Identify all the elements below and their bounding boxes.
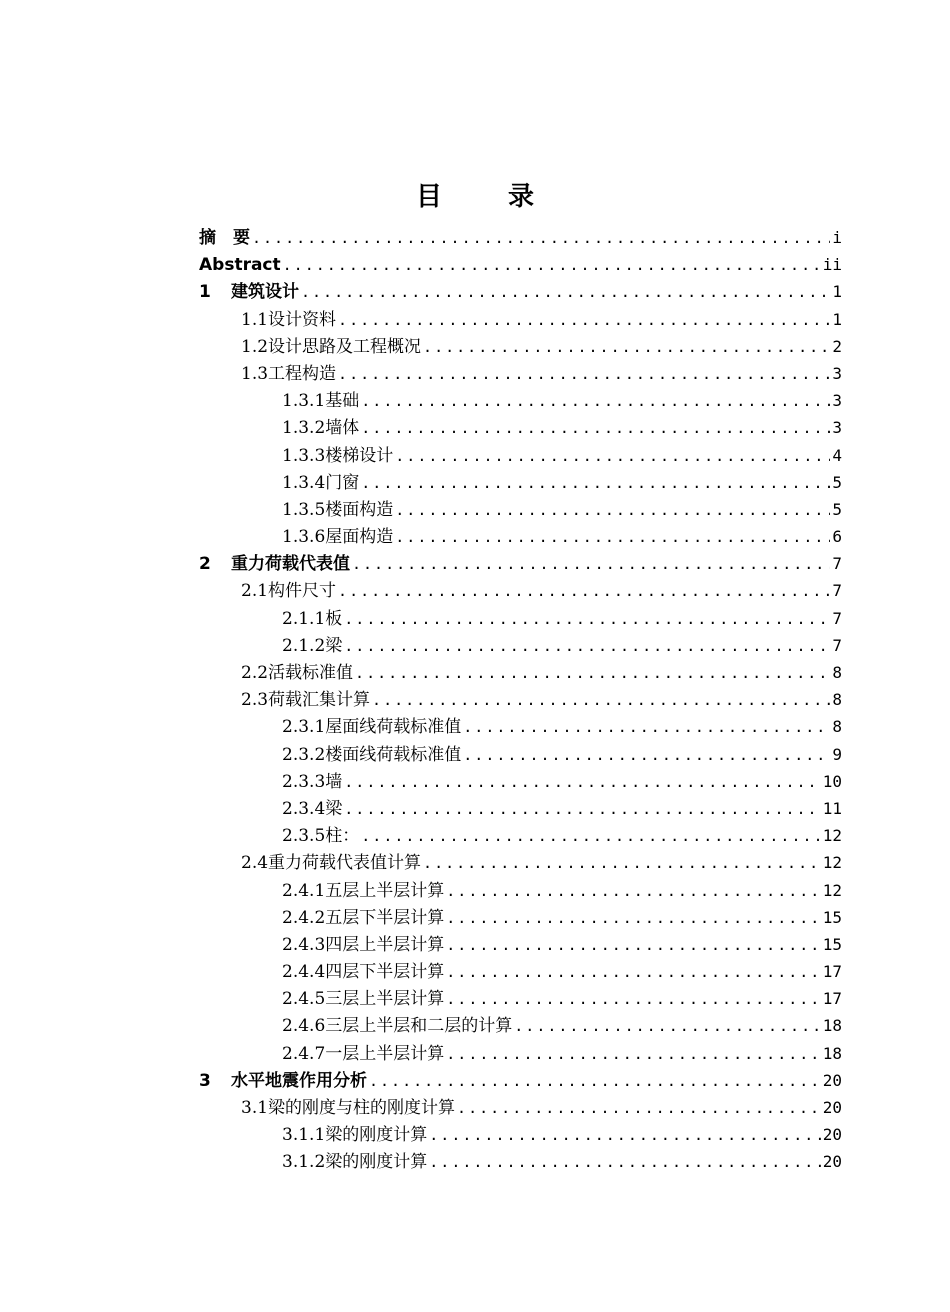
dot-leader	[361, 388, 830, 415]
toc-entry-title	[282, 443, 393, 470]
toc-entry[interactable]	[199, 469, 842, 496]
toc-entry-label: 重力荷载代表值	[231, 554, 350, 575]
toc-entry-label: 1.2设计思路及工程概况	[241, 336, 422, 357]
toc-entry[interactable]	[199, 713, 842, 740]
toc-entry-title	[199, 225, 250, 252]
toc-entry-label: 2.4.6三层上半层和二层的计算	[282, 1016, 513, 1037]
toc-entry-label: 2.1.1板	[282, 608, 343, 629]
toc-entry-label: 2.3.3墙	[282, 771, 343, 792]
toc-entry-label: 1.3工程构造	[241, 363, 337, 384]
toc-page-number: 8	[832, 663, 842, 682]
dot-leader	[446, 959, 820, 986]
toc-entry-title	[282, 714, 461, 741]
toc-entry[interactable]	[199, 605, 842, 632]
toc-entry-title	[241, 687, 370, 714]
toc-entry[interactable]	[199, 904, 842, 931]
dot-leader	[344, 633, 830, 660]
toc-entry-label: 3.1梁的刚度与柱的刚度计算	[241, 1098, 456, 1118]
toc-chapter-number: 3	[199, 1070, 211, 1091]
toc-entry-title	[282, 497, 393, 524]
toc-entry-title	[282, 415, 359, 442]
toc-entry[interactable]	[199, 768, 842, 795]
toc-page-number: 3	[832, 418, 842, 438]
toc-page-number: 5	[832, 472, 842, 492]
toc-page-number: 12	[822, 826, 842, 846]
toc-entry-label: 2.4.1五层上半层计算	[282, 880, 445, 901]
dot-leader	[463, 714, 830, 741]
toc-entry-label: 水平地震作用分析	[231, 1070, 367, 1091]
toc-entry-label: 摘 要	[199, 228, 250, 248]
dot-leader	[429, 1122, 820, 1149]
dot-leader	[352, 551, 830, 578]
toc-entry-title	[282, 823, 359, 850]
toc-entry-label: 2.3荷载汇集计算	[241, 690, 371, 711]
dot-leader	[344, 796, 820, 823]
toc-page-number: 18	[822, 1016, 842, 1036]
toc-entry-title	[282, 524, 393, 551]
toc-page-number: 12	[822, 880, 842, 900]
toc-entry-title	[282, 986, 444, 1013]
toc-entry[interactable]	[199, 985, 842, 1012]
toc-entry-title	[199, 252, 281, 279]
toc-entry-label: 1.3.5楼面构造	[282, 499, 394, 520]
toc-entry[interactable]	[199, 387, 842, 414]
dot-leader	[423, 850, 821, 877]
toc-entry[interactable]	[199, 1012, 842, 1039]
toc-entry-title	[282, 606, 342, 633]
dot-leader	[446, 986, 820, 1013]
toc-entry-title	[199, 279, 299, 306]
toc-page-number: 18	[822, 1043, 842, 1063]
dot-leader	[446, 905, 820, 932]
toc-entry-title	[282, 1149, 427, 1176]
dot-leader	[395, 443, 830, 470]
dot-leader	[338, 578, 830, 605]
toc-entry[interactable]	[199, 414, 842, 441]
dot-leader	[252, 225, 830, 252]
toc-entry-title	[282, 1122, 427, 1149]
toc-entry[interactable]	[199, 278, 842, 305]
dot-leader	[463, 742, 830, 769]
toc-entry[interactable]	[199, 1067, 842, 1094]
toc-entry[interactable]	[199, 822, 842, 849]
toc-entry-title	[282, 1013, 512, 1040]
toc-chapter-number: 1	[199, 282, 211, 303]
toc-entry-label: 1.3.6屋面构造	[282, 527, 394, 548]
table-of-contents	[199, 224, 842, 1176]
toc-entry[interactable]	[199, 659, 842, 686]
toc-page-number: 20	[822, 1125, 842, 1145]
toc-entry-label: 1.3.3楼梯设计	[282, 445, 394, 466]
dot-leader	[457, 1095, 821, 1122]
dot-leader	[446, 932, 820, 959]
toc-entry-label: 1.1设计资料	[241, 309, 337, 330]
toc-page-number: 20	[822, 1152, 842, 1172]
dot-leader	[301, 279, 830, 306]
toc-page-number: 10	[822, 771, 842, 791]
toc-entry[interactable]	[199, 442, 842, 469]
toc-entry[interactable]	[199, 1121, 842, 1148]
toc-entry[interactable]	[199, 632, 842, 659]
toc-entry-label: 2.4.5三层上半层计算	[282, 989, 445, 1010]
toc-entry-label: 3.1.2梁的刚度计算	[282, 1152, 428, 1173]
toc-entry-title	[241, 307, 336, 334]
dot-leader	[429, 1149, 820, 1176]
toc-entry-label: 2.4.3四层上半层计算	[282, 934, 445, 955]
toc-entry-label: 建筑设计	[231, 282, 299, 303]
toc-entry-title	[282, 878, 444, 905]
toc-page-number: 7	[832, 581, 842, 601]
dot-leader	[446, 1041, 820, 1068]
toc-title: 目 录	[415, 182, 554, 212]
toc-page-number: 17	[822, 962, 842, 982]
toc-entry-title	[282, 633, 342, 660]
dot-leader	[372, 687, 830, 714]
dot-leader	[361, 415, 830, 442]
toc-entry[interactable]	[199, 224, 842, 251]
toc-entry-title	[282, 470, 359, 497]
dot-leader	[361, 470, 830, 497]
toc-entry-title	[241, 578, 336, 605]
dot-leader	[361, 823, 820, 850]
toc-entry-title	[241, 850, 421, 877]
toc-page-number: 2	[832, 336, 842, 356]
toc-entry[interactable]	[199, 741, 842, 768]
toc-page-number: 7	[832, 635, 842, 655]
toc-entry[interactable]	[199, 686, 842, 713]
toc-entry[interactable]	[199, 496, 842, 523]
dot-leader	[369, 1068, 821, 1095]
toc-entry-label: Abstract	[199, 255, 281, 276]
toc-page-number: 11	[822, 798, 842, 818]
toc-page-number: 3	[832, 363, 842, 383]
toc-entry-title	[282, 388, 359, 415]
toc-entry-title	[199, 551, 350, 578]
toc-entry-label: 1.3.4门窗	[282, 472, 360, 493]
toc-entry[interactable]	[199, 877, 842, 904]
toc-entry-label: 2.4重力荷载代表值计算	[241, 853, 422, 874]
dot-leader	[338, 361, 830, 388]
toc-page-number: 20	[822, 1070, 842, 1090]
toc-entry[interactable]	[199, 1148, 842, 1175]
toc-page-number: 5	[832, 499, 842, 519]
dot-leader	[395, 497, 830, 524]
toc-page-number: 9	[832, 744, 842, 764]
toc-entry[interactable]	[199, 550, 842, 577]
toc-entry-title	[282, 959, 444, 986]
toc-entry-title	[199, 1068, 367, 1095]
toc-entry[interactable]	[199, 958, 842, 985]
toc-entry-title	[282, 769, 342, 796]
toc-entry-title	[282, 742, 461, 769]
toc-entry[interactable]	[199, 333, 842, 360]
toc-entry-label: 2.3.2楼面线荷载标准值	[282, 744, 462, 765]
dot-leader	[344, 606, 830, 633]
toc-entry-title	[282, 796, 342, 823]
toc-entry[interactable]	[199, 360, 842, 387]
dot-leader	[338, 307, 830, 334]
toc-entry-label: 2.1构件尺寸	[241, 581, 337, 602]
toc-entry[interactable]	[199, 251, 842, 278]
toc-entry[interactable]	[199, 795, 842, 822]
toc-entry[interactable]	[199, 1040, 842, 1067]
toc-entry-label: 2.4.2五层下半层计算	[282, 907, 445, 928]
dot-leader	[344, 769, 820, 796]
toc-entry-label: 2.4.4四层下半层计算	[282, 962, 445, 983]
toc-entry-label: 2.3.4梁	[282, 798, 343, 819]
toc-page-number: 8	[832, 717, 842, 737]
toc-entry-title	[241, 1095, 455, 1122]
dot-leader	[283, 252, 821, 279]
dot-leader	[423, 334, 830, 361]
toc-entry[interactable]	[199, 306, 842, 333]
toc-page-number: 15	[822, 907, 842, 927]
toc-entry-label: 2.1.2梁	[282, 635, 343, 656]
toc-page-number: 3	[832, 391, 842, 411]
toc-page-number: 15	[822, 934, 842, 954]
toc-entry[interactable]	[199, 577, 842, 604]
toc-entry-label: 2.3.5柱：	[282, 826, 360, 847]
toc-page-number: 7	[832, 608, 842, 628]
toc-entry-title	[241, 361, 336, 388]
dot-leader	[514, 1013, 820, 1040]
toc-page-number: 6	[832, 527, 842, 547]
dot-leader	[355, 660, 830, 687]
toc-page-number: 20	[822, 1098, 842, 1117]
toc-entry[interactable]	[199, 523, 842, 550]
toc-entry-title	[282, 1041, 444, 1068]
toc-page-number: 7	[832, 554, 842, 574]
toc-entry-title	[282, 932, 444, 959]
toc-page-number: ii	[822, 255, 842, 275]
toc-page-number: 1	[832, 309, 842, 329]
toc-entry[interactable]	[199, 1094, 842, 1121]
toc-entry-label: 2.3.1屋面线荷载标准值	[282, 717, 462, 738]
dot-leader	[446, 878, 820, 905]
toc-entry-title	[241, 660, 353, 687]
toc-entry[interactable]	[199, 931, 842, 958]
toc-page-number: 1	[832, 282, 842, 302]
toc-entry[interactable]	[199, 849, 842, 876]
toc-entry-label: 2.4.7一层上半层计算	[282, 1043, 445, 1064]
toc-chapter-number: 2	[199, 554, 211, 575]
toc-entry-label: 3.1.1梁的刚度计算	[282, 1125, 428, 1146]
toc-entry-label: 2.2活载标准值	[241, 663, 354, 683]
toc-entry-label: 1.3.2墙体	[282, 418, 360, 439]
dot-leader	[395, 524, 830, 551]
toc-page-number: 17	[822, 989, 842, 1009]
toc-entry-title	[282, 905, 444, 932]
toc-page-number: 8	[832, 690, 842, 710]
toc-page-number: 12	[822, 853, 842, 873]
toc-page-number: 4	[832, 445, 842, 465]
toc-entry-title	[241, 334, 421, 361]
toc-entry-label: 1.3.1基础	[282, 391, 360, 412]
toc-page-number: i	[832, 228, 842, 247]
